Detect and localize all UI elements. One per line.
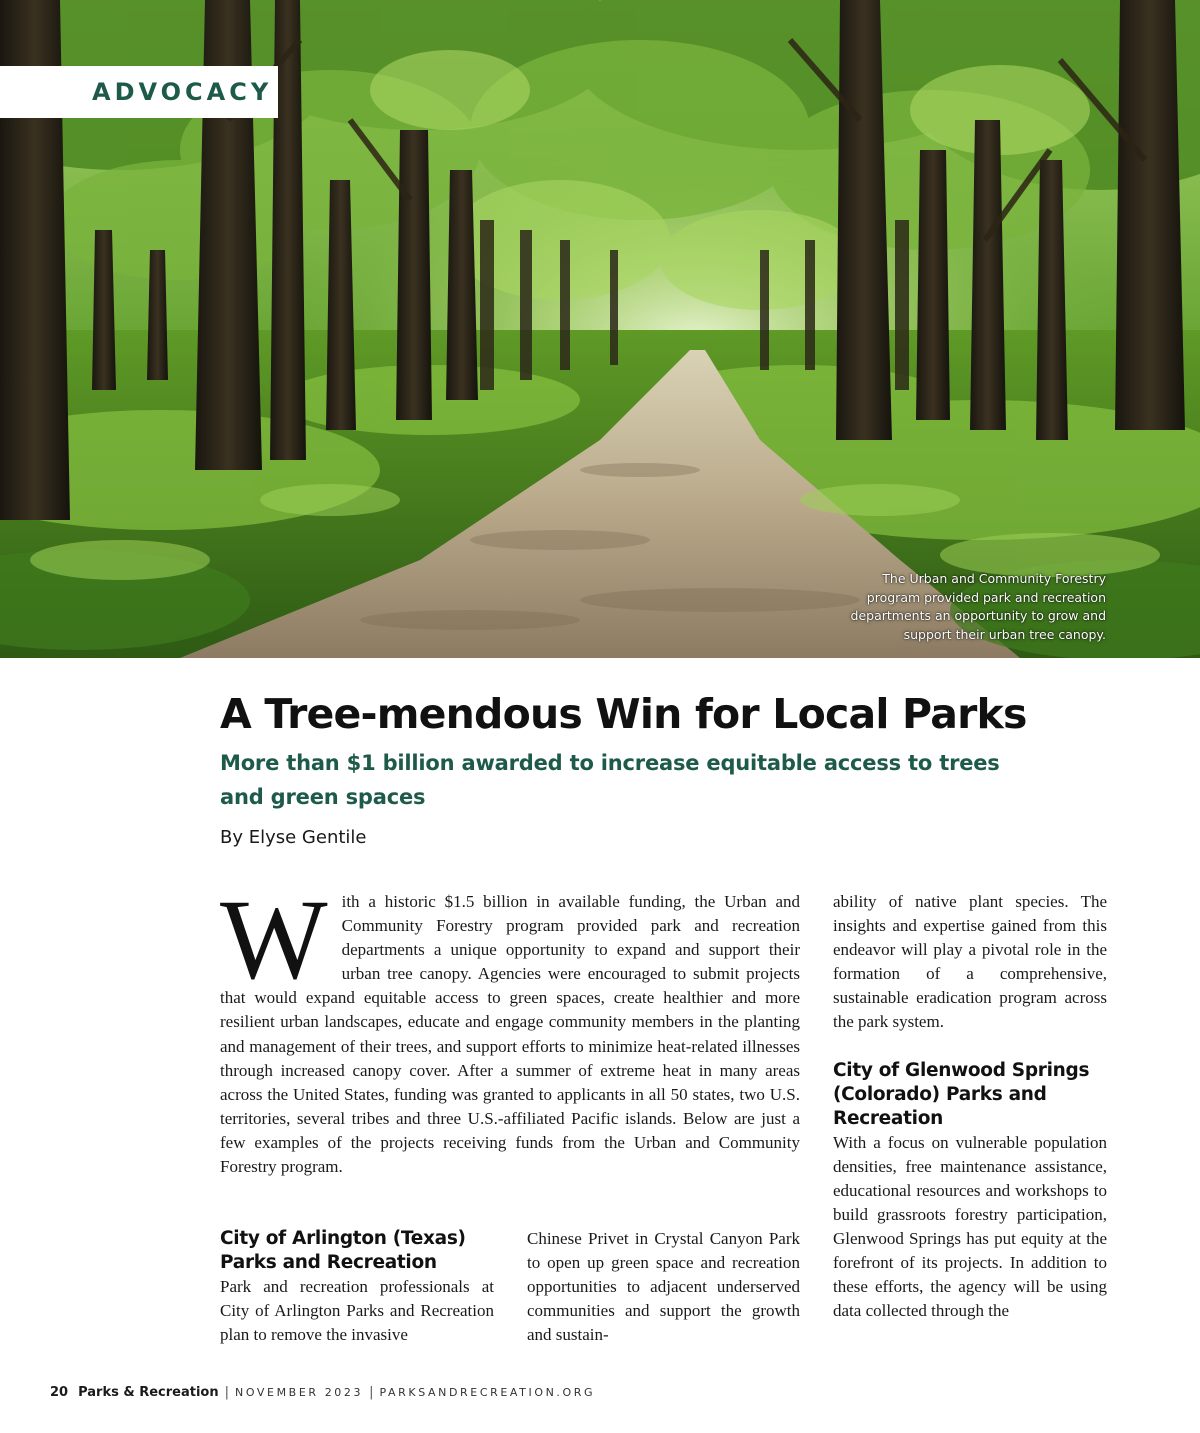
footer-separator: | [369,1385,374,1400]
article-dek: More than $1 billion awarded to increase equitable access to trees and green spaces [220,751,1000,809]
arlington-heading: City of Arlington (Texas) Parks and Recreation [220,1228,466,1273]
arlington-paragraph-part2: Chinese Privet in Crystal Canyon Park to open up green space and recreation opportunities to adjacent underserved communities and support the growth and sustain- [527,1229,800,1345]
drop-cap: W [220,876,328,1003]
glenwood-paragraph: With a focus on vulnerable population densities, free maintenance assistance, educational resources and workshops to build grassroots forestry participation, Glenwood Springs has put equity at the forefront of its projects. In addition to these efforts, the agency will be using data collected through the [833,1132,1107,1321]
page-number: 20 [50,1385,69,1400]
intro-text: ith a historic $1.5 billion in available funding, the Urban and Community Forestry program provided park and recreation departments a unique opportunity to expand and support their urban tree canopy. Agencies were encouraged to submit projects that would expand equitable access to green spaces, create healthier and more resilient urban landscapes, educate and engage community members in the planting and management of their trees, and support efforts to minimize heat-related illnesses through increased canopy cover. After a summer of extreme heat in many areas across the United States, funding was granted to applicants in all 50 states, two U.S. territories, several tribes and three U.S.-affiliated Pacific islands. Below are just a few examples of the projects receiving funds from the Urban and Community Forestry program. [220,892,800,1177]
article-byline: By Elyse Gentile [220,827,367,848]
arlington-continued-column [527,1227,800,1347]
website-url: PARKSANDRECREATION.ORG [379,1386,596,1399]
intro-paragraph-block [220,876,800,1179]
right-column [833,890,1107,1323]
page-footer [50,1383,595,1403]
arlington-paragraph-part1: Park and recreation professionals at City of Arlington Parks and Recreation plan to remove the invasive [220,1277,494,1345]
glenwood-heading: City of Glenwood Springs (Colorado) Parks and Recreation [833,1059,1090,1129]
magazine-name: Parks & Recreation [78,1385,219,1400]
hero-photo [0,0,1200,658]
footer-separator: | [224,1385,230,1400]
photo-caption: The Urban and Community Forestry program provided park and recreation departments an opportunity to grow and support their urban tree canopy. [850,571,1106,642]
issue-date: NOVEMBER 2023 [235,1386,364,1399]
intro-paragraph [220,876,800,1179]
section-tag: ADVOCACY [0,66,278,118]
article-headline: A Tree-mendous Win for Local Parks [220,690,1027,738]
arlington-section [220,1227,494,1347]
arlington-paragraph-part3: ability of native plant species. The insights and expertise gained from this endeavor will play a pivotal role in the formation of a comprehensive, sustainable eradication program across the park system. [833,892,1107,1032]
